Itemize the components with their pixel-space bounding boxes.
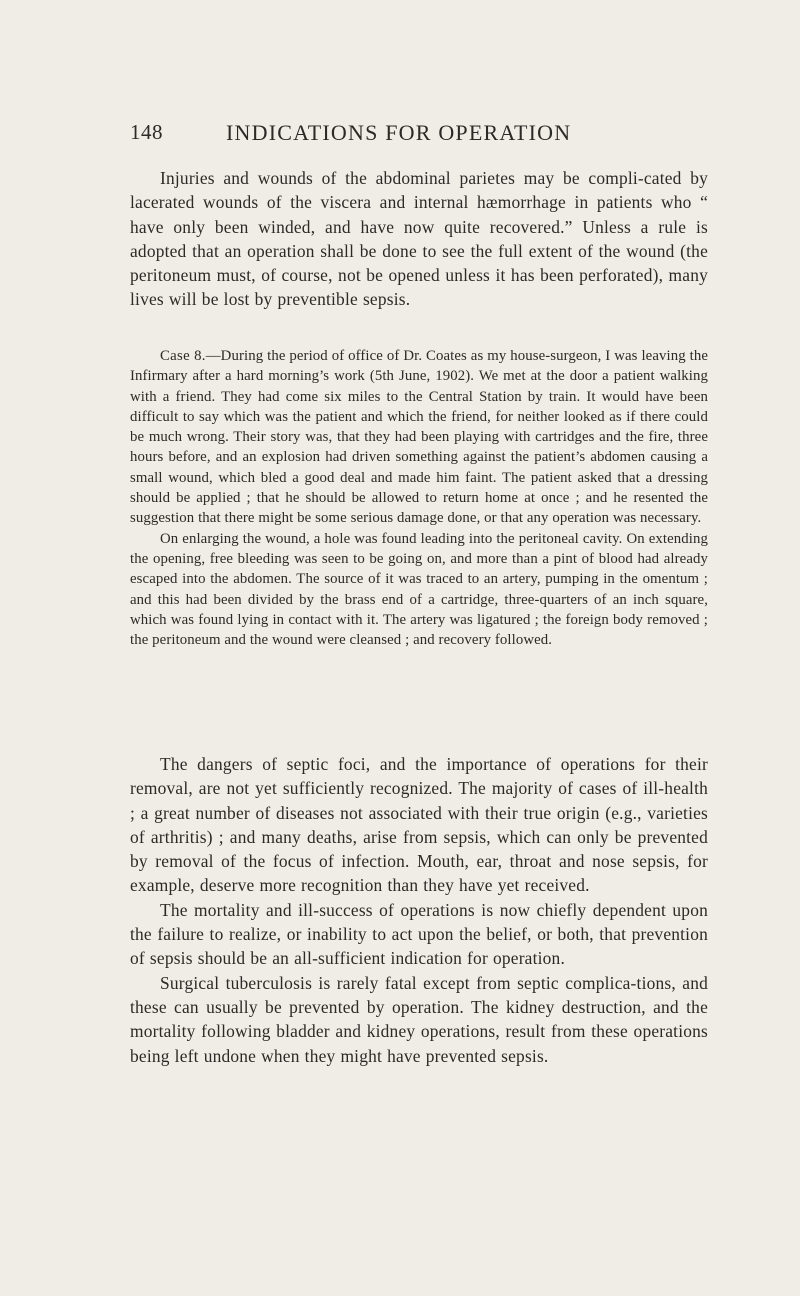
page-number: 148: [130, 120, 163, 144]
case-report: [130, 346, 708, 650]
case-paragraph: [130, 346, 708, 529]
page-header: [0, 120, 800, 150]
case-text: —During the period of office of Dr. Coates as my house-surgeon, I was leaving the Infirmary after a hard morning’s work (5th June, 1902). We met at the door a patient walking with a friend. They had come six miles to the Central Station by train. It would have been difficult to say which was the patient and which the friend, for neither looked as if there could be much wrong. Their story was, that they had been playing with cartridges and the fire, three hours before, and an explosion had driven something against the patient’s abdomen causing a small wound, which bled a good deal and made him faint. The patient asked that a dressing should be applied ; that he should be allowed to return home at once ; and he resented the suggestion that there might be some serious damage done, or that any operation was necessary.: [130, 348, 708, 527]
case-heading: Case 8.: [160, 348, 206, 364]
discussion-paragraph: Surgical tuberculosis is rarely fatal except from septic complica-tions, and these can usually be prevented by operation. The kidney destruction, and the mortality following bladder and kidney operations, result from these operations being left undone when they might have prevented sepsis.: [130, 972, 708, 1066]
running-title: INDICATIONS FOR OPERATION: [226, 120, 572, 145]
intro-section: [130, 166, 708, 312]
discussion-paragraph: The dangers of septic foci, and the importance of operations for their removal, are not yet sufficiently recognized. The majority of cases of ill-health ; a great number of diseases not associated with their true origin (e.g., varieties of arthritis) ; and many deaths, arise from sepsis, which can only be prevented by removal of the focus of infection. Mouth, ear, throat and nose sepsis, for example, deserve more recognition than they have yet received.: [130, 754, 708, 896]
intro-paragraph: Injuries and wounds of the abdominal parietes may be compli-cated by lacerated wounds of the viscera and internal hæmorrhage in patients who “ have only been winded, and have now quite recovered.” Unless a rule is adopted that an operation shall be done to see the full extent of the wound (the peritoneum must, of course, not be opened unless it has been perforated), many lives will be lost by preventible sepsis.: [130, 168, 708, 310]
case-continuation: On enlarging the wound, a hole was found leading into the peritoneal cavity. On extending the opening, free bleeding was seen to be going on, and more than a pint of blood had already escaped into the abdomen. The source of it was traced to an artery, pumping in the omentum ; and this had been divided by the brass end of a cartridge, three-quarters of an inch square, which was found lying in contact with it. The artery was ligatured ; the foreign body removed ; the peritoneum and the wound were cleansed ; and recovery followed.: [130, 530, 708, 649]
discussion-section: [130, 752, 708, 1068]
discussion-paragraph: The mortality and ill-success of operations is now chiefly dependent upon the failure to realize, or inability to act upon the belief, or both, that prevention of sepsis should be an all-sufficient indication for operation.: [130, 899, 708, 969]
